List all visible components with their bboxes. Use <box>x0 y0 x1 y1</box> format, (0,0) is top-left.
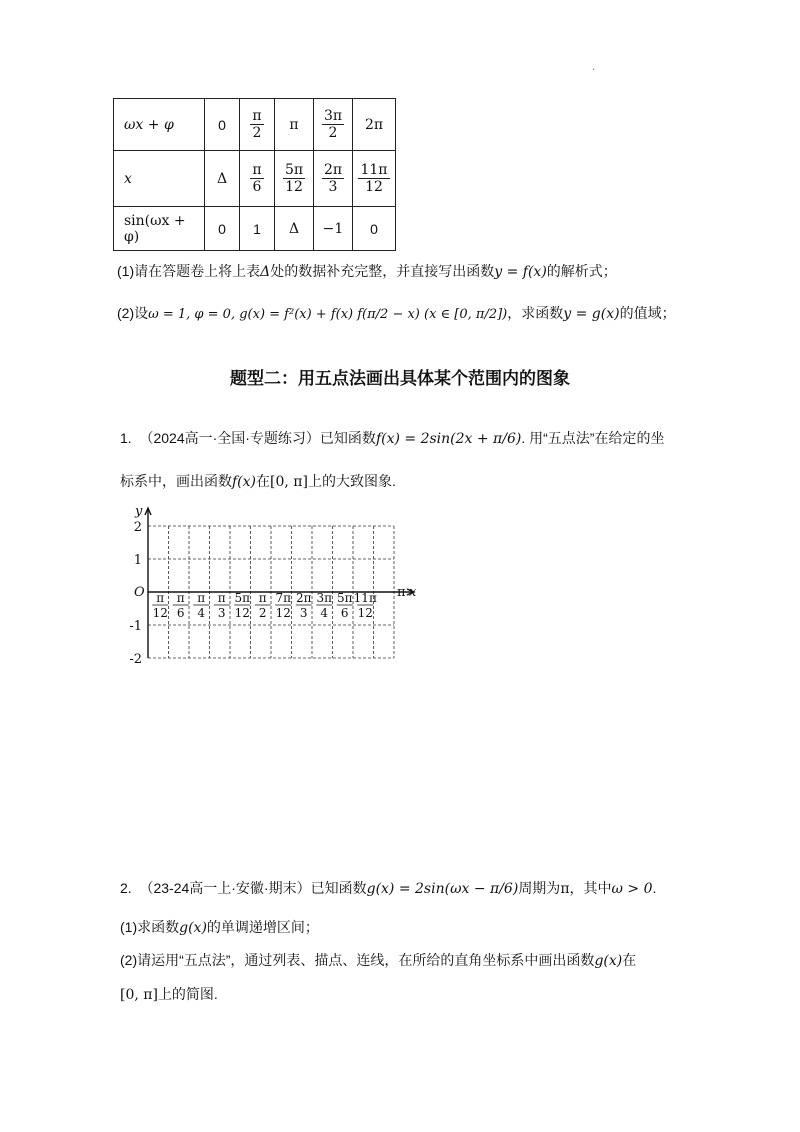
problem-1-fx: f(x) <box>232 474 257 490</box>
row-label: sin(ωx + φ) <box>114 207 205 251</box>
problem-2-sub1-text-a: (1)求函数 <box>120 919 180 935</box>
table-cell: 0 <box>205 207 240 251</box>
q2-text-b: ，求函数 <box>507 305 564 321</box>
x-tick-numerator: 3π <box>316 591 333 605</box>
table-cell <box>314 151 353 207</box>
table-row <box>114 99 396 151</box>
y-tick-label: 2 <box>133 520 142 535</box>
problem-2-sub-2-cont <box>120 984 218 1004</box>
table-cell: Δ <box>205 151 240 207</box>
table-cell <box>353 151 396 207</box>
table-cell <box>240 99 275 151</box>
problem-2-sub2-text-c: 上的简图. <box>157 986 218 1002</box>
q2-text-a: (2)设 <box>117 305 149 321</box>
problem-1-number: 1. <box>120 430 132 446</box>
problem-2-sub1-g: g(x) <box>179 920 207 936</box>
x-tick-numerator: π <box>176 591 185 605</box>
x-tick-denominator: 12 <box>357 606 373 620</box>
problem-2-text-d: . <box>652 880 657 896</box>
x-tick-denominator: 3 <box>217 606 226 620</box>
frac-2pi-3: $\frac{2\pi}{3}$ <box>323 161 343 195</box>
problem-2-sub1-text-b: 的单调递增区间； <box>206 919 319 935</box>
frac-11pi-12: $\frac{11\pi}{12}$ <box>360 161 388 195</box>
problem-1-text-d: 上的大致图象. <box>307 473 396 489</box>
x-tick-denominator: 12 <box>234 606 250 620</box>
x-tick-denominator: 12 <box>152 606 168 620</box>
frac-pi-6: $\frac{\pi}{6}$ <box>252 161 262 195</box>
problem-2-source: （23-24高一上·安徽·期末）已知函数 <box>139 880 367 896</box>
problem-2-sub2-interval: [0, π] <box>120 987 158 1003</box>
table-cell <box>240 151 275 207</box>
frac-pi-2: $\frac{\pi}{2}$ <box>252 107 262 141</box>
section-title: 题型二：用五点法画出具体某个范围内的图象 <box>230 369 570 389</box>
x-tick-numerator: π <box>258 591 267 605</box>
frac-3pi-2: $\frac{3\pi}{2}$ <box>323 107 343 141</box>
problem-2-condition: ω > 0 <box>611 881 653 897</box>
problem-2-period: π <box>560 881 570 897</box>
table-cell <box>275 151 314 207</box>
y-tick-label: -1 <box>129 619 142 634</box>
problem-2-number: 2. <box>120 880 132 896</box>
x-axis-label: x <box>409 585 417 600</box>
table-cell <box>314 99 353 151</box>
table-cell: π <box>275 99 314 151</box>
problem-1-source: （2024高一·全国·专题练习）已知函数 <box>139 430 376 446</box>
y-tick-label: -2 <box>129 652 142 667</box>
q2-formula-2: y = g(x) <box>563 306 620 322</box>
x-tick-numerator: 11π <box>353 591 377 605</box>
table-cell: 1 <box>240 207 275 251</box>
x-tick-numerator: π <box>156 591 165 605</box>
row-label: x <box>114 151 205 207</box>
coordinate-grid <box>115 500 425 670</box>
problem-2-text-b: 周期为 <box>518 880 561 896</box>
problem-1-text-c: 标系中，画出函数 <box>120 473 232 489</box>
table-cell: 2π <box>353 99 396 151</box>
y-axis-label: y <box>135 504 143 519</box>
q2-text-c: 的值域； <box>619 305 676 321</box>
x-tick-denominator: 4 <box>197 606 206 620</box>
problem-1-interval: 在[0, π] <box>256 474 308 490</box>
q2-formula: ω = 1, φ = 0, g(x) = f²(x) + f(x) f(π/2 − x) (x ∈ [0, π/2]) <box>148 307 508 322</box>
x-tick-denominator: 4 <box>320 606 329 620</box>
row-label: ωx + φ <box>114 99 205 151</box>
problem-2-sub-2 <box>120 950 636 970</box>
problem-2-line-1 <box>120 878 656 898</box>
x-tick-denominator: 6 <box>176 606 185 620</box>
origin-label: O <box>134 585 145 600</box>
table-cell: 0 <box>205 99 240 151</box>
x-tick-denominator: 12 <box>275 606 291 620</box>
problem-2-formula: g(x) = 2sin(ωx − π/6) <box>366 881 519 897</box>
table-row <box>114 207 396 251</box>
q1-text-a: (1)请在答题卷上将上表 <box>117 263 261 279</box>
problem-2-text-c: ，其中 <box>569 880 612 896</box>
problem-2-sub-1 <box>120 917 319 937</box>
y-tick-label: 1 <box>133 553 142 568</box>
page-dot: . <box>592 62 596 73</box>
problem-1-line-2 <box>120 471 396 491</box>
x-tick-numerator: 7π <box>275 591 292 605</box>
problem-1-text-b: . 用“五点法”在给定的坐 <box>521 430 665 446</box>
q1-text-c: 的解析式； <box>546 263 617 279</box>
table-cell: 0 <box>353 207 396 251</box>
pi-label: π <box>397 585 406 600</box>
x-tick-denominator: 3 <box>299 606 308 620</box>
x-tick-numerator: 2π <box>295 591 312 605</box>
table-cell: Δ <box>275 207 314 251</box>
x-tick-denominator: 2 <box>258 606 267 620</box>
problem-1-line-1 <box>120 428 664 448</box>
q1-formula: y = f(x) <box>494 264 547 280</box>
x-tick-numerator: π <box>197 591 206 605</box>
x-tick-numerator: 5π <box>234 591 251 605</box>
value-table <box>113 98 396 251</box>
table-cell: −1 <box>314 207 353 251</box>
table-row <box>114 151 396 207</box>
problem-1-formula: f(x) = 2sin(2x + π/6) <box>375 431 522 447</box>
x-tick-numerator: 5π <box>336 591 353 605</box>
problem-2-sub2-g: g(x) <box>594 953 623 969</box>
q1-text-b: 处的数据补充完整，并直接写出函数 <box>270 263 495 279</box>
x-tick-denominator: 6 <box>340 606 349 620</box>
delta-symbol: Δ <box>260 264 271 280</box>
question-2-line <box>117 303 676 323</box>
problem-2-sub2-text-b: 在 <box>622 952 637 968</box>
question-1-line <box>117 261 617 281</box>
problem-2-sub2-text-a: (2)请运用“五点法”，通过列表、描点、连线，在所给的直角坐标系中画出函数 <box>120 952 595 968</box>
x-tick-numerator: π <box>217 591 226 605</box>
frac-5pi-12: $\frac{5\pi}{12}$ <box>284 161 304 195</box>
